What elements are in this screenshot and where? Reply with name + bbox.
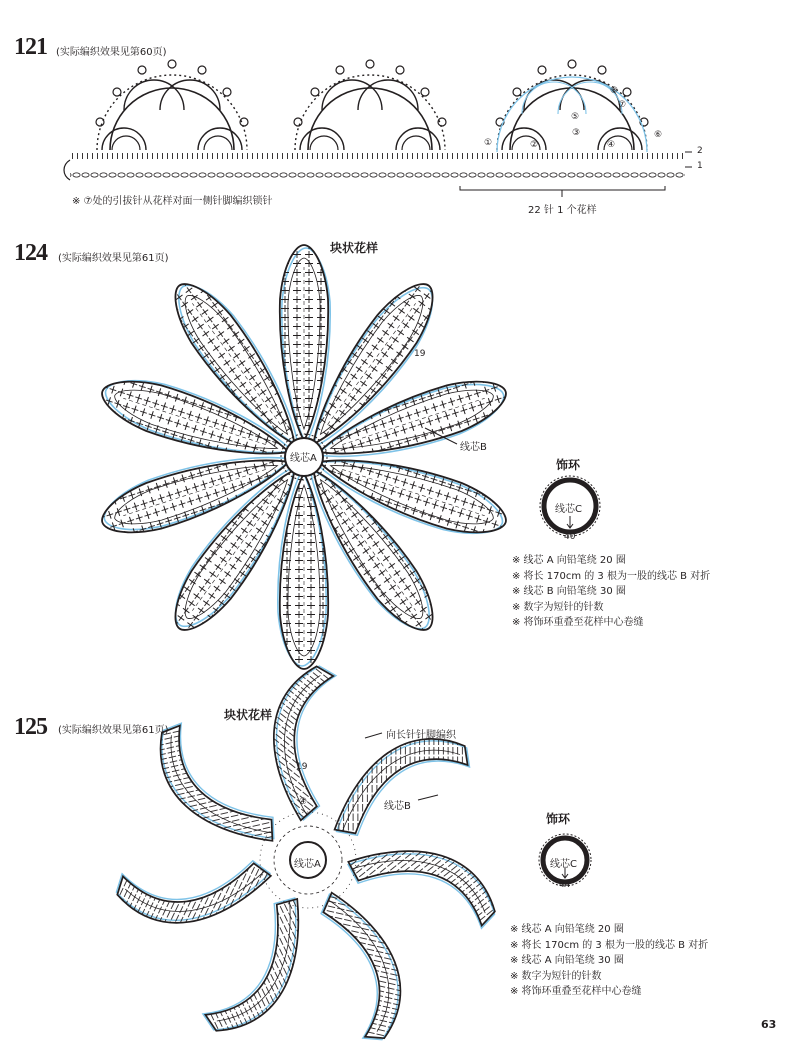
circled-number-7: ⑦ xyxy=(618,100,627,110)
page-number: 63 xyxy=(761,1018,777,1031)
pattern-subtitle-124: (实际编织效果见第61页) xyxy=(58,253,169,264)
note-125-2: ※ 将长 170cm 的 3 根为一股的线芯 B 对折 xyxy=(510,939,709,951)
core-a-label-124: 线芯A xyxy=(290,453,317,464)
stitch-count-124: 19 xyxy=(414,349,426,359)
spiral-arm-125 xyxy=(296,891,420,1044)
pattern-number-121: 121 xyxy=(14,34,47,60)
ring-core-124: 线芯C xyxy=(555,504,582,515)
note-124-3: ※ 线芯 B 向铅笔绕 30 圈 xyxy=(512,586,626,597)
pattern-125-motif xyxy=(110,658,503,1044)
motif-title-125: 块状花样 xyxy=(224,708,273,722)
note-121: ※ ⑦处的引拔针从花样对面一侧针脚编织锁针 xyxy=(72,196,273,207)
note-125-4: ※ 数字为短针的针数 xyxy=(510,970,602,982)
note-125-3: ※ 线芯 A 向铅笔绕 30 圈 xyxy=(510,955,624,966)
ring-title-124: 饰环 xyxy=(556,458,581,472)
notes-125 xyxy=(510,922,708,1000)
motif-title-124: 块状花样 xyxy=(330,241,379,255)
note-124-2: ※ 将长 170cm 的 3 根为一股的线芯 B 对折 xyxy=(512,570,711,582)
circled-number-6: ⑥ xyxy=(654,130,663,140)
circled-number-8: ⑧ xyxy=(610,86,619,96)
note-125-5: ※ 将饰环重叠至花样中心卷缝 xyxy=(510,986,642,997)
circled-number-3: ③ xyxy=(572,128,581,138)
note-124-4: ※ 数字为短针的针数 xyxy=(512,601,604,613)
ring-title-125: 饰环 xyxy=(546,812,571,826)
stitch-count-125: 19 xyxy=(296,762,308,772)
ring-count-124: 40 xyxy=(564,532,576,542)
pattern-subtitle-121: (实际编织效果见第60页) xyxy=(56,47,167,58)
repeat-label-121: 22 针 1 个花样 xyxy=(528,205,597,216)
ring-count-125: 44 xyxy=(559,880,571,890)
core-b-label-125: 线芯B xyxy=(384,801,411,812)
note-124-5: ※ 将饰环重叠至花样中心卷缝 xyxy=(512,617,644,628)
note-125-1: ※ 线芯 A 向铅笔绕 20 圈 xyxy=(510,924,624,935)
pattern-number-124: 124 xyxy=(14,240,47,266)
spiral-arm-125 xyxy=(335,739,470,835)
core-a-label-125: 线芯A xyxy=(294,859,321,870)
ring-core-125: 线芯C xyxy=(550,859,577,870)
circled-mark-125: ④ xyxy=(299,797,308,807)
pattern-number-125: 125 xyxy=(14,714,47,740)
core-b-leader-125 xyxy=(418,795,438,800)
spiral-arm-125 xyxy=(154,708,278,861)
pattern-subtitle-125: (实际编织效果见第61页) xyxy=(58,725,169,736)
circled-number-5: ⑤ xyxy=(571,112,580,122)
core-b-label-124: 线芯B xyxy=(460,442,487,453)
circled-number-4: ④ xyxy=(607,140,616,150)
circled-number-2: ② xyxy=(530,140,539,150)
pointer-label-125: 向长针针脚编织 xyxy=(386,730,456,741)
notes-124 xyxy=(512,553,710,631)
note-124-1: ※ 线芯 A 向铅笔绕 20 圈 xyxy=(512,555,626,566)
circled-number-1: ① xyxy=(484,138,493,148)
row-mark-1: 1 xyxy=(697,161,703,171)
pointer-leader-125 xyxy=(365,733,382,738)
pattern-121-diagram xyxy=(64,60,692,197)
row-mark-2: 2 xyxy=(697,146,703,156)
